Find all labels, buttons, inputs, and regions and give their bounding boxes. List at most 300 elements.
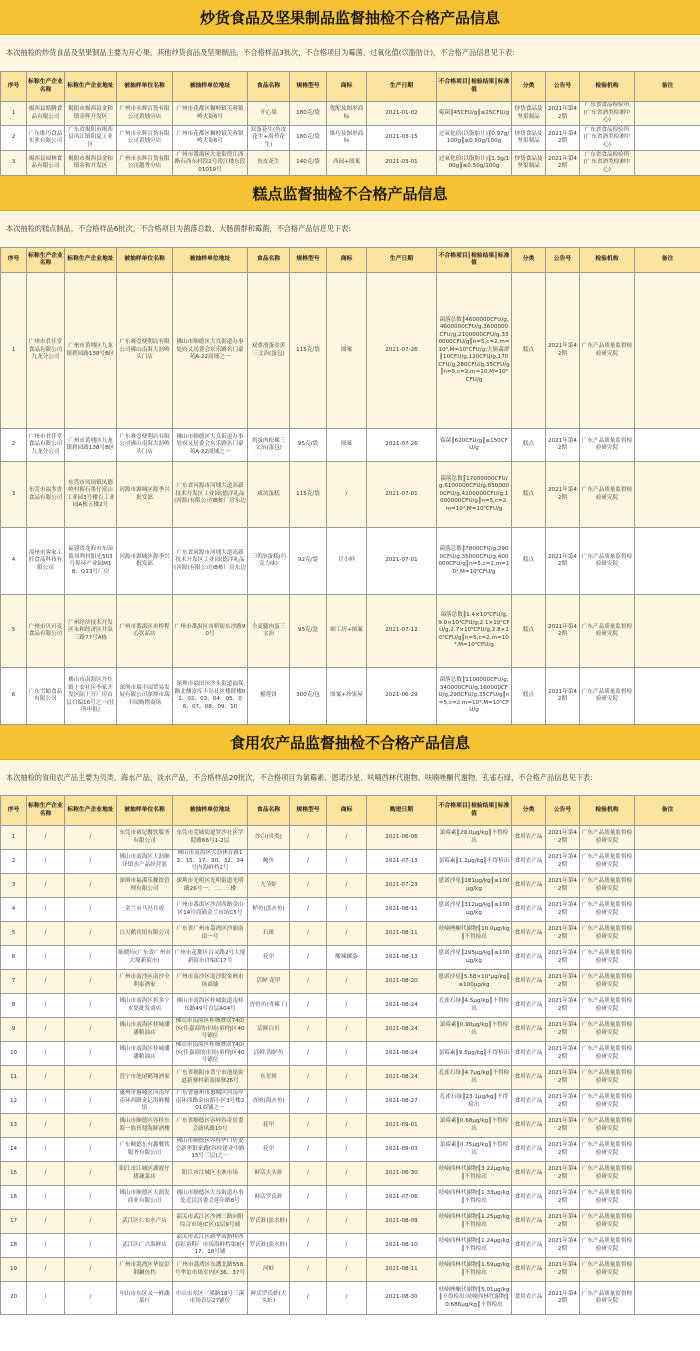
cell-remarks <box>635 874 700 898</box>
cell-producer-name: 广州市君佳堂食品有限公司九龙分公司 <box>27 429 65 462</box>
cell-row-number: 20 <box>1 1282 27 1315</box>
cell-sampled-address: 广州市番禺区大龙街傍江西路石西东村段2号傍江楼东段01019号 <box>173 151 248 176</box>
cell-date: 2021-08-24 <box>367 994 437 1018</box>
cell-sampled-unit: 佛山市南海区大沥顺泽镇水产品经营部 <box>117 850 173 874</box>
table-row <box>1 1138 700 1162</box>
cell-producer-address: / <box>65 994 117 1018</box>
cell-food-name: 榴莲饼 <box>248 668 290 725</box>
cell-food-name: 鸡蛋肉松裸三文治(蛋包) <box>248 429 290 462</box>
cell-sampled-address: 广东省河源市河埔大道高新技术开发区工业园(德洋礼品(河源)有限公司)B栋厂房东边 <box>173 528 248 595</box>
cell-failed-item: 恩诺沙星║5.58×10³μg/kg║≤100μg/kg <box>437 970 512 994</box>
cell-bulletin-no: 2021年第42期 <box>546 151 580 176</box>
cell-food-name: 石斑 <box>248 922 290 946</box>
cell-sampled-unit: 普宁市池尾鹤翔酒家 <box>117 1066 173 1090</box>
cell-sampled-address: 广州市荔湾区东漖北路558号华谊市场室内区36、37号 <box>173 1258 248 1282</box>
cell-producer-name: / <box>27 1138 65 1162</box>
cell-sampled-address: 韶关市武江区新华南路桥西春虹童鞋厂市场海鲜档第8区17、18号铺 <box>173 1234 248 1258</box>
cell-failed-item: 孔雀石绿║4.5μg/kg║不得检出 <box>437 994 512 1018</box>
cell-date: 2021-06-30 <box>367 1162 437 1186</box>
cell-food-name: 青斑(海水鱼) <box>248 1090 290 1114</box>
cell-sampled-address: 佛山市顺德区大良街道办事处府又居委会东乐路名门豪苑A-22商铺之一 <box>173 429 248 462</box>
cell-sampled-address: 佛山市南海区桂城叠滘74街区(佳嘉商的市场)童样J区40号铺位 <box>173 1018 248 1042</box>
cell-bulletin-no: 2021年第42期 <box>546 1138 580 1162</box>
cell-row-number: 2 <box>1 850 27 874</box>
cell-category: 食用农产品 <box>512 898 546 922</box>
cell-category: 食用农产品 <box>512 1066 546 1090</box>
cell-specification: / <box>290 898 327 922</box>
cell-sampled-unit: 广东赛壹便利店有限公司佛山南海大沥岭头门店 <box>117 273 173 429</box>
cell-food-name: 全麦腿肉蛋三文治 <box>248 595 290 668</box>
cell-bulletin-no: 2021年第42期 <box>546 922 580 946</box>
cell-row-number: 17 <box>1 1210 27 1234</box>
cell-specification: 180克/袋 <box>290 126 327 151</box>
cell-remarks <box>635 1066 700 1090</box>
results-table <box>0 247 700 725</box>
cell-bulletin-no: 2021年第42期 <box>546 1066 580 1090</box>
cell-row-number: 1 <box>1 273 27 429</box>
cell-inspection-agency: 广东产品质量监督检验研究院 <box>580 1258 635 1282</box>
column-header-trademark: 商标 <box>327 72 367 102</box>
cell-food-name: 咸风蛋糕 <box>248 462 290 528</box>
cell-specification: / <box>290 970 327 994</box>
cell-category: 糕点 <box>512 528 546 595</box>
cell-specification: / <box>290 1042 327 1066</box>
cell-date: 2021-07-01 <box>367 528 437 595</box>
cell-bulletin-no: 2021年第42期 <box>546 1114 580 1138</box>
cell-sampled-address: 广州市花都区百灵路2号大壕新街市自编C17号 <box>173 946 248 970</box>
cell-row-number: 9 <box>1 1018 27 1042</box>
column-header-category: 分类 <box>512 72 546 102</box>
cell-trademark: / <box>327 1066 367 1090</box>
column-header-producer-address: 标称生产企业地址 <box>65 796 117 826</box>
cell-sampled-address: 佛山市顺德区容桂华口居委会新华银家路(容桂建业中路15号三层)之一 <box>173 1138 248 1162</box>
cell-specification: / <box>290 874 327 898</box>
cell-remarks <box>635 1210 700 1234</box>
cell-producer-address: 福建省龙海市东园镇凤鸣村阳光503号埠环产业园M18、Q13号厂房 <box>65 528 117 595</box>
cell-remarks <box>635 126 700 151</box>
cell-category: 食用农产品 <box>512 946 546 970</box>
header-row <box>1 248 700 273</box>
cell-food-name: 活鲜 海鲈鱼 <box>248 1042 290 1066</box>
cell-remarks <box>635 1138 700 1162</box>
cell-sampled-address: 广州市南沙区南沙街金洲市场商铺 <box>173 970 248 994</box>
cell-trademark: / <box>327 850 367 874</box>
cell-sampled-unit: 广东赛壹便利店有限公司佛山南海大沥岭头门店 <box>117 429 173 462</box>
cell-date: 2021-09-03 <box>367 1138 437 1162</box>
cell-bulletin-no: 2021年第42期 <box>546 1282 580 1315</box>
cell-bulletin-no: 2021年第42期 <box>546 1234 580 1258</box>
table-row <box>1 1066 700 1090</box>
cell-row-number: 3 <box>1 462 27 528</box>
table-row <box>1 1234 700 1258</box>
cell-sampled-unit: 深圳市福溪乐餐饮管理有限公司 <box>117 874 173 898</box>
cell-failed-item: 恩诺沙星║295μg/kg║≤100μg/kg <box>437 946 512 970</box>
cell-date: 2021-08-11 <box>367 1258 437 1282</box>
cell-sampled-unit: 广州市永辉百货有限公司黄埔分店 <box>117 126 173 151</box>
cell-specification: / <box>290 1138 327 1162</box>
cell-category: 食用农产品 <box>512 1018 546 1042</box>
cell-remarks <box>635 1234 700 1258</box>
cell-producer-address: / <box>65 1138 117 1162</box>
cell-producer-name: / <box>27 1234 65 1258</box>
cell-inspection-agency: 广东产品质量监督检验研究院 <box>580 528 635 595</box>
cell-food-name: 开心果 <box>248 102 290 126</box>
cell-category: 糕点 <box>512 668 546 725</box>
column-header-row-number: 序号 <box>1 72 27 102</box>
cell-sampled-unit: 河源市源城区源季兴批发部 <box>117 462 173 528</box>
cell-category: 食用农产品 <box>512 1258 546 1282</box>
cell-category: 食用农产品 <box>512 994 546 1018</box>
cell-failed-item: 孔雀石绿║23.1μg/kg║不得检出 <box>437 1090 512 1114</box>
cell-category: 炒货食品及坚果制品 <box>512 126 546 151</box>
results-table <box>0 795 700 1315</box>
column-header-inspection-agency: 检验机构 <box>580 72 635 102</box>
cell-trademark: / <box>327 1114 367 1138</box>
cell-remarks <box>635 102 700 126</box>
table-row <box>1 668 700 725</box>
cell-date: 2021-01-02 <box>367 102 437 126</box>
column-header-inspection-agency: 检验机构 <box>580 796 635 826</box>
cell-bulletin-no: 2021年第42期 <box>546 1258 580 1282</box>
cell-specification: / <box>290 1066 327 1090</box>
cell-inspection-agency: 广东产品质量监督检验研究院 <box>580 898 635 922</box>
cell-row-number: 5 <box>1 922 27 946</box>
cell-producer-name: / <box>27 1258 65 1282</box>
cell-bulletin-no: 2021年第42期 <box>546 874 580 898</box>
cell-producer-address: 广州市黄埔区九龙镇碧园路138号B区 <box>65 273 117 429</box>
cell-sampled-unit: 佛山市顺德区大润发商业有限公司 <box>117 1186 173 1210</box>
cell-producer-address: 广州经济技术开发区永和经济区井泉三路77号A栋 <box>65 595 117 668</box>
cell-producer-name: 揭西县皓腾食品有限公司 <box>27 102 65 126</box>
cell-date: 2021-07-06 <box>367 1186 437 1210</box>
column-header-inspection-agency: 检验机构 <box>580 248 635 273</box>
cell-inspection-agency: 广东产品质量监督检验研究院 <box>580 1186 635 1210</box>
column-header-row-number: 序号 <box>1 248 27 273</box>
cell-trademark: / <box>327 462 367 528</box>
cell-inspection-agency: 广东产品质量监督检验研究院 <box>580 922 635 946</box>
column-header-category: 分类 <box>512 796 546 826</box>
cell-trademark: / <box>327 1258 367 1282</box>
cell-producer-address: 东莞市凤岗镇凤德岭村裤石墨仔富山工业园3号楼百工业园A栋五楼2号 <box>65 462 117 528</box>
cell-sampled-unit: 武江区仁安水产店 <box>117 1210 173 1234</box>
cell-producer-address: / <box>65 1066 117 1090</box>
cell-sampled-unit: 中山市东区又一鲜蔬菜行 <box>117 1282 173 1315</box>
cell-food-name: 鱼皮花生 <box>248 151 290 176</box>
cell-producer-name: / <box>27 970 65 994</box>
table-row <box>1 102 700 126</box>
cell-food-name: 九节虾 <box>248 874 290 898</box>
cell-date: 2021-08-24 <box>367 1066 437 1090</box>
table-row <box>1 151 700 176</box>
cell-specification: 92克/袋 <box>290 528 327 595</box>
cell-bulletin-no: 2021年第42期 <box>546 970 580 994</box>
column-header-specification: 规格型号 <box>290 796 327 826</box>
cell-producer-address: / <box>65 1114 117 1138</box>
cell-producer-name: / <box>27 946 65 970</box>
cell-trademark: / <box>327 1090 367 1114</box>
cell-failed-item: 菌落总数║4600000CFU/g,4600000CFU/g,3600000CFU/g,2100000CFU/g,330000CFU/g║n=5,c=2,m=10⁴,M=10⁵CFU/g;大肠菌群║10CFU/g,120CFU/g,170CFU/g,280CFU/g,35CFU/g║n=5,c=2,m=10,M=10² CFU/g <box>437 273 512 429</box>
cell-inspection-agency: 广东产品质量监督检验研究院 <box>580 1210 635 1234</box>
section-snacks <box>0 0 700 176</box>
cell-food-name: 沙白(贝类) <box>248 826 290 850</box>
column-header-food-name: 食品名称 <box>248 796 290 826</box>
cell-failed-item: 恩诺沙星║312μg/kg║≤100μg/kg <box>437 898 512 922</box>
cell-sampled-address: 广东省顺德区容桂容奇居委会新风路10号 <box>173 1114 248 1138</box>
cell-trademark: 图案 <box>327 273 367 429</box>
cell-category: 食用农产品 <box>512 1282 546 1315</box>
cell-remarks <box>635 151 700 176</box>
cell-bulletin-no: 2021年第42期 <box>546 826 580 850</box>
cell-sampled-unit: 东莞市裕记餐饮服务有限公司 <box>117 826 173 850</box>
cell-remarks <box>635 850 700 874</box>
cell-specification: / <box>290 1114 327 1138</box>
cell-date: 2021-07-26 <box>367 429 437 462</box>
results-table <box>0 71 700 176</box>
cell-failed-item: 菌落总数║1.4×10⁵CFU/g,9.0×10⁴CFU/g,2.1×10⁵CFU/g,2.7×10⁵CFU/g,2.8×10⁵CFU/g║n=5,c=2,m=10⁴,M=10⁵CFU/g <box>437 595 512 668</box>
column-header-failed-item: 不合格项目║检验结果║标准值 <box>437 72 512 102</box>
cell-date: 2021-08-24 <box>367 1018 437 1042</box>
cell-row-number: 4 <box>1 528 27 595</box>
cell-food-name: 罗氏虾(淡水虾) <box>248 1234 290 1258</box>
column-header-sampled-address: 被抽样单位地址 <box>173 248 248 273</box>
cell-bulletin-no: 2021年第42期 <box>546 994 580 1018</box>
cell-bulletin-no: 2021年第42期 <box>546 668 580 725</box>
cell-category: 糕点 <box>512 429 546 462</box>
cell-sampled-unit: 金兰市马冯月成 <box>117 898 173 922</box>
cell-food-name: 罗氏虾(淡水虾) <box>248 1210 290 1234</box>
cell-trademark: / <box>327 922 367 946</box>
cell-sampled-address: 深圳市福田区沙头街道福保路北侧富库丰岛社区楼群楼01、02、03、04、05、06、07、08、09、10 <box>173 668 248 725</box>
cell-row-number: 7 <box>1 970 27 994</box>
cell-failed-item: 呋喃西林代谢物║3.22μg/kg║不得检出 <box>437 1162 512 1186</box>
header-row <box>1 796 700 826</box>
cell-sampled-unit: 佛山市南海区彩多宁水果批发商店 <box>117 994 173 1018</box>
table-row <box>1 946 700 970</box>
cell-failed-item: 霉菌║620CFU/g║≤150CFU/g <box>437 429 512 462</box>
table-row <box>1 898 700 922</box>
cell-sampled-address: 广州市番禺区沙滘西路金山区14号商铺金兰市场C5号 <box>173 898 248 922</box>
cell-trademark: 图案 <box>327 429 367 462</box>
cell-category: 食用农产品 <box>512 922 546 946</box>
cell-producer-address: / <box>65 898 117 922</box>
cell-producer-address: / <box>65 1258 117 1282</box>
cell-sampled-unit: 武江区广兴海鲜店 <box>117 1234 173 1258</box>
table-row <box>1 826 700 850</box>
cell-failed-item: 呋喃西林代谢物║1.33μg/kg║不得检出 <box>437 1186 512 1210</box>
cell-bulletin-no: 2021年第42期 <box>546 528 580 595</box>
cell-food-name: 活鲜 花甲 <box>248 970 290 994</box>
cell-bulletin-no: 2021年第42期 <box>546 1042 580 1066</box>
cell-producer-name: 漳州市客家工匠食品科技有限公司 <box>27 528 65 595</box>
cell-producer-name: 广东维巧食品实业有限公司 <box>27 126 65 151</box>
cell-producer-address: / <box>65 850 117 874</box>
column-header-food-name: 食品名称 <box>248 72 290 102</box>
cell-failed-item: 呋喃西林代谢物║1.25μg/kg║不得检出 <box>437 1210 512 1234</box>
cell-producer-address: / <box>65 946 117 970</box>
cell-bulletin-no: 2021年第42期 <box>546 273 580 429</box>
cell-producer-address: / <box>65 1162 117 1186</box>
table-row <box>1 595 700 668</box>
cell-trademark: 西园+图案 <box>327 151 367 176</box>
cell-remarks <box>635 970 700 994</box>
cell-specification: / <box>290 946 327 970</box>
cell-specification: 115克/袋 <box>290 273 327 429</box>
cell-specification: / <box>290 1090 327 1114</box>
cell-sampled-unit: 广州市永辉百货有限公司黄埔分店 <box>117 102 173 126</box>
cell-food-name: 花甲 <box>248 1114 290 1138</box>
cell-food-name: 香骨鱼(青辣丁) <box>248 994 290 1018</box>
section-intro: 本次抽检的糕点制品，不合格样品6批次，不合格项目为菌落总数、大肠菌群和霉菌，不合格产品信息见下表: <box>0 211 700 247</box>
cell-trademark: / <box>327 1162 367 1186</box>
cell-sampled-address: 中山市东区三溪路18号三溪市场首层27铺位 <box>173 1282 248 1315</box>
table-row <box>1 126 700 151</box>
section-intro: 本次抽检的炒货食品及坚果制品主要为开心果、其他炒货食品及坚果制品，不合格样品3批次，不合格项目为霉菌、过氧化值(以脂肪计)，不合格产品信息见下表: <box>0 35 700 71</box>
column-header-row-number: 序号 <box>1 796 27 826</box>
column-header-producer-address: 标称生产企业地址 <box>65 248 117 273</box>
section-title: 食用农产品监督抽检不合格产品信息 <box>0 725 700 760</box>
cell-producer-name: / <box>27 1186 65 1210</box>
cell-date: 2021-09-01 <box>367 1114 437 1138</box>
cell-date: 2021-08-09 <box>367 1210 437 1234</box>
column-header-trademark: 商标 <box>327 796 367 826</box>
cell-category: 食用农产品 <box>512 874 546 898</box>
cell-failed-item: 菌落总数║1100000CFU/g,340000CFU/g,160000CFU/g,290CFU/g,35CFU/g║n=5,c=2,m=10⁴,M=10⁵CFU/g <box>437 668 512 725</box>
section-agri <box>0 725 700 1315</box>
cell-producer-name: 广州市贝可麦食品有限公司 <box>27 595 65 668</box>
cell-producer-address: / <box>65 874 117 898</box>
cell-remarks <box>635 429 700 462</box>
cell-trademark: / <box>327 1210 367 1234</box>
table-row <box>1 1018 700 1042</box>
cell-inspection-agency: 广东产品质量监督检验研究院 <box>580 429 635 462</box>
cell-trademark: / <box>327 1138 367 1162</box>
cell-trademark: / <box>327 1042 367 1066</box>
column-header-producer-name: 标称生产企业名称 <box>27 248 65 273</box>
cell-failed-item: 菌落总数║7800CFU/g,2900CFU/g,35000CFU/g,400000CFU/g║n=5,c=2,m=10⁴,M=10⁵CFU/g <box>437 528 512 595</box>
cell-row-number: 6 <box>1 946 27 970</box>
cell-sampled-address: 韶关市武江区沙洲三路向阳综合市场(C区)1层9号铺 <box>173 1210 248 1234</box>
cell-sampled-address: 广东省河源市河埔大道高新技术开发区工业园(德洋礼品(河源)有限公司)B栋厂房东边 <box>173 462 248 528</box>
cell-bulletin-no: 2021年第42期 <box>546 1090 580 1114</box>
cell-specification: 95克/盒 <box>290 595 327 668</box>
cell-producer-address: / <box>65 1042 117 1066</box>
column-header-date: 购进日期 <box>367 796 437 826</box>
cell-food-name: 东星斑 <box>248 1066 290 1090</box>
cell-failed-item: 孔雀石绿║4.7μg/kg║不得检出 <box>437 1066 512 1090</box>
table-row <box>1 874 700 898</box>
cell-producer-name: 揭西县园林食品有限公司 <box>27 151 65 176</box>
cell-trademark: 细工坊+图案 <box>327 595 367 668</box>
cell-category: 食用农产品 <box>512 1114 546 1138</box>
cell-inspection-agency: 广东产品质量监督检验研究院 <box>580 1042 635 1066</box>
cell-producer-address: / <box>65 1018 117 1042</box>
cell-failed-item: 呋喃西林代谢物║1.24μg/kg║不得检出 <box>437 1234 512 1258</box>
column-header-sampled-address: 被抽样单位地址 <box>173 796 248 826</box>
cell-failed-item: 氯霉素║0.68μg/kg║不得检出 <box>437 1114 512 1138</box>
cell-remarks <box>635 898 700 922</box>
cell-remarks <box>635 946 700 970</box>
cell-bulletin-no: 2021年第42期 <box>546 1162 580 1186</box>
cell-trademark: 酸辣螺蛋 <box>327 946 367 970</box>
table-row <box>1 273 700 429</box>
table-row <box>1 1042 700 1066</box>
cell-date: 2021-08-30 <box>367 1282 437 1315</box>
cell-bulletin-no: 2021年第42期 <box>546 595 580 668</box>
cell-producer-address: / <box>65 826 117 850</box>
cell-sampled-address: 阳江市江城区水寨市场 <box>173 1162 248 1186</box>
cell-failed-item: 过氧化值(以脂肪计)║0.97g/100g║≤0.50g/100g <box>437 126 512 151</box>
cell-producer-name: / <box>27 1018 65 1042</box>
cell-row-number: 4 <box>1 898 27 922</box>
cell-producer-name: / <box>27 994 65 1018</box>
cell-remarks <box>635 668 700 725</box>
cell-remarks <box>635 462 700 528</box>
cell-trademark: / <box>327 1186 367 1210</box>
cell-remarks <box>635 922 700 946</box>
cell-producer-name: / <box>27 1114 65 1138</box>
cell-bulletin-no: 2021年第42期 <box>546 946 580 970</box>
cell-food-name: 鲍鱼 <box>248 850 290 874</box>
column-header-bulletin-no: 公告号 <box>546 72 580 102</box>
cell-producer-name: / <box>27 1090 65 1114</box>
column-header-failed-item: 不合格项目║检验结果║标准值 <box>437 248 512 273</box>
cell-remarks <box>635 1258 700 1282</box>
cell-inspection-agency: 广东产品质量监督检验研究院 <box>580 1162 635 1186</box>
cell-food-name: 鲜活大头虾 <box>248 1162 290 1186</box>
cell-trademark: / <box>327 826 367 850</box>
cell-specification: / <box>290 1018 327 1042</box>
cell-trademark: / <box>327 970 367 994</box>
cell-category: 炒货食品及坚果制品 <box>512 102 546 126</box>
column-header-specification: 规格型号 <box>290 72 327 102</box>
cell-sampled-unit: 广州市荔湾区华谊彭钢鍼鱼档 <box>117 1258 173 1282</box>
cell-trademark: / <box>327 1018 367 1042</box>
cell-row-number: 1 <box>1 826 27 850</box>
column-header-sampled-address: 被抽样单位地址 <box>173 72 248 102</box>
cell-failed-item: 氯霉素║0.75μg/kg║不得检出 <box>437 1138 512 1162</box>
cell-row-number: 3 <box>1 874 27 898</box>
cell-producer-address: / <box>65 1282 117 1315</box>
cell-row-number: 3 <box>1 151 27 176</box>
cell-inspection-agency: 广东产品质量监督检验研究院 <box>580 850 635 874</box>
cell-category: 食用农产品 <box>512 970 546 994</box>
cell-specification: / <box>290 922 327 946</box>
cell-specification: / <box>290 1210 327 1234</box>
cell-row-number: 8 <box>1 994 27 1018</box>
cell-row-number: 13 <box>1 1114 27 1138</box>
cell-producer-name: / <box>27 1066 65 1090</box>
cell-category: 糕点 <box>512 273 546 429</box>
cell-date: 2021-06-06 <box>367 826 437 850</box>
cell-specification: / <box>290 850 327 874</box>
cell-bulletin-no: 2021年第42期 <box>546 898 580 922</box>
cell-sampled-address: 佛山市顺德区大良街道办事处近民居委会延年路8号 <box>173 1186 248 1210</box>
header-row <box>1 72 700 102</box>
cell-specification: 300克/包 <box>290 668 327 725</box>
cell-row-number: 2 <box>1 126 27 151</box>
cell-inspection-agency: 广东产品质量监督检验研究院 <box>580 874 635 898</box>
cell-specification: 140克/袋 <box>290 151 327 176</box>
cell-inspection-agency: 广东产品质量监督检验研究院 <box>580 994 635 1018</box>
cell-specification: 115克/袋 <box>290 462 327 528</box>
cell-category: 食用农产品 <box>512 1138 546 1162</box>
cell-remarks <box>635 595 700 668</box>
cell-inspection-agency: 广东省食品检验所(广东省酒类检测中心) <box>580 126 635 151</box>
section-title: 糕点监督抽检不合格产品信息 <box>0 176 700 211</box>
table-row <box>1 922 700 946</box>
cell-producer-name: / <box>27 874 65 898</box>
cell-specification: 180克/袋 <box>290 102 327 126</box>
